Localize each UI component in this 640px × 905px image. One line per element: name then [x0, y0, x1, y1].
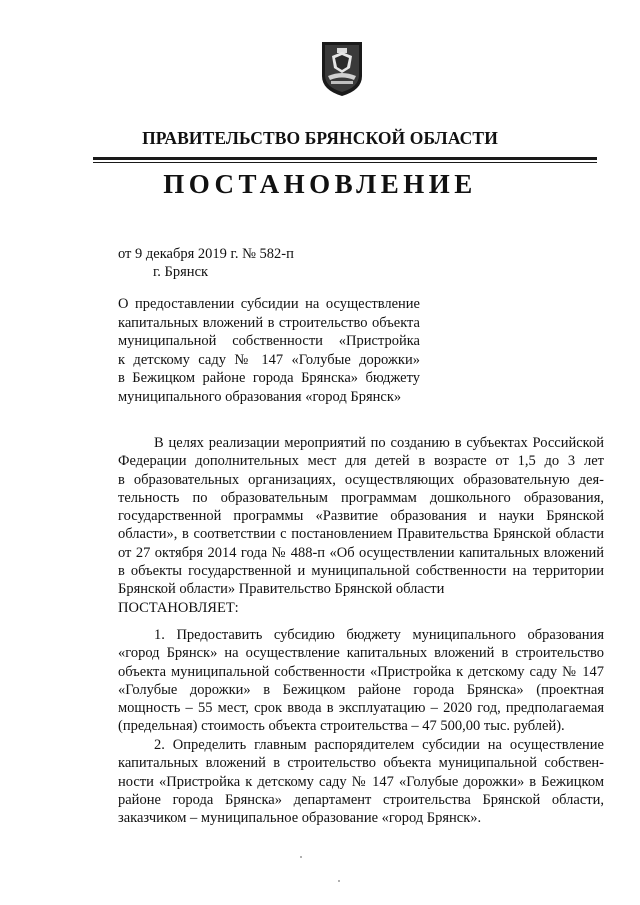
item-1-line: мощность – 55 мест, срок ввода в эксплуатацию – 2020 год, предполагаемая	[118, 700, 604, 717]
preamble-line: Брянской области» Правительство Брянской области	[118, 581, 445, 598]
preamble-line: от 27 октября 2014 года № 488-п «Об осуществлении капитальных вложений	[118, 544, 604, 561]
item-2-line: 2. Определить главным распорядителем субсидии на осуществление	[154, 737, 604, 753]
preamble-line: Федерации дополнительных мест для детей в возрасте от 1,5 до 3 лет	[118, 453, 604, 470]
item-1-line: объекта муниципальной собственности «Пристройка к детскому саду № 147	[118, 663, 604, 680]
preamble-line: государственной программы «Развитие образования и науки Брянской	[118, 508, 604, 525]
city-line: г. Брянск	[153, 264, 209, 280]
document-type-heading: ПОСТАНОВЛЕНИЕ	[163, 169, 477, 199]
header-rule-thin	[93, 162, 597, 163]
item-1-paragraph	[118, 626, 604, 736]
subject-line: О предоставлении субсидии на осуществление	[118, 296, 420, 312]
preamble-line: области», в соответствии с постановлением Правительства Брянской области	[118, 526, 604, 543]
preamble-line: в образовательных организациях, осуществляющих образовательную дея-	[118, 471, 604, 488]
item-1-line: 1. Предоставить субсидию бюджету муниципального образования	[154, 627, 604, 643]
subject-line: капитальных вложений в строительство объекта	[118, 314, 420, 331]
subject-line: в Бежицком районе города Брянска» бюджету	[118, 370, 420, 386]
resolves-keyword: ПОСТАНОВЛЯЕТ:	[118, 599, 239, 616]
item-2-line: капитальных вложений в строительство объекта муниципальной собствен-	[118, 755, 604, 772]
preamble-paragraph	[118, 434, 604, 617]
organization-title: ПРАВИТЕЛЬСТВО БРЯНСКОЙ ОБЛАСТИ	[142, 128, 498, 148]
document-subject	[118, 295, 420, 406]
item-1-line: «Голубые дорожки» в Бежицком районе города Брянска» (проектная	[118, 681, 604, 698]
item-2-line: ности «Пристройка к детскому саду № 147 «Голубые дорожки» в Бежицком	[118, 773, 604, 790]
item-1-line: (предельная) стоимость объекта строительства – 47 500,00 тыс. рублей).	[118, 718, 565, 735]
item-2-line: районе города Брянска» департамент строительства Брянской области,	[118, 791, 604, 808]
item-1-line: «город Брянск» на осуществление капитальных вложений в строительство	[118, 645, 604, 662]
subject-line: к детскому саду № 147 «Голубые дорожки»	[118, 351, 420, 368]
preamble-line: в объекты государственной и муниципальной собственности на территории	[118, 563, 604, 580]
preamble-line: В целях реализации мероприятий по созданию в субъектах Российской	[154, 435, 604, 451]
item-2-paragraph	[118, 736, 604, 827]
header-rule-thick	[93, 157, 597, 160]
scan-speck	[338, 880, 340, 882]
scan-speck	[300, 856, 302, 858]
subject-line: муниципальной собственности «Пристройка	[118, 333, 420, 349]
date-number-line: от 9 декабря 2019 г. № 582-п	[118, 246, 294, 262]
subject-line: муниципального образования «город Брянск»	[118, 388, 402, 405]
bryansk-coat-of-arms-icon	[320, 40, 364, 98]
preamble-line: тельность по образовательным программам дошкольного образования,	[118, 489, 604, 506]
item-2-line: заказчиком – муниципальное образование «город Брянск».	[118, 810, 482, 827]
